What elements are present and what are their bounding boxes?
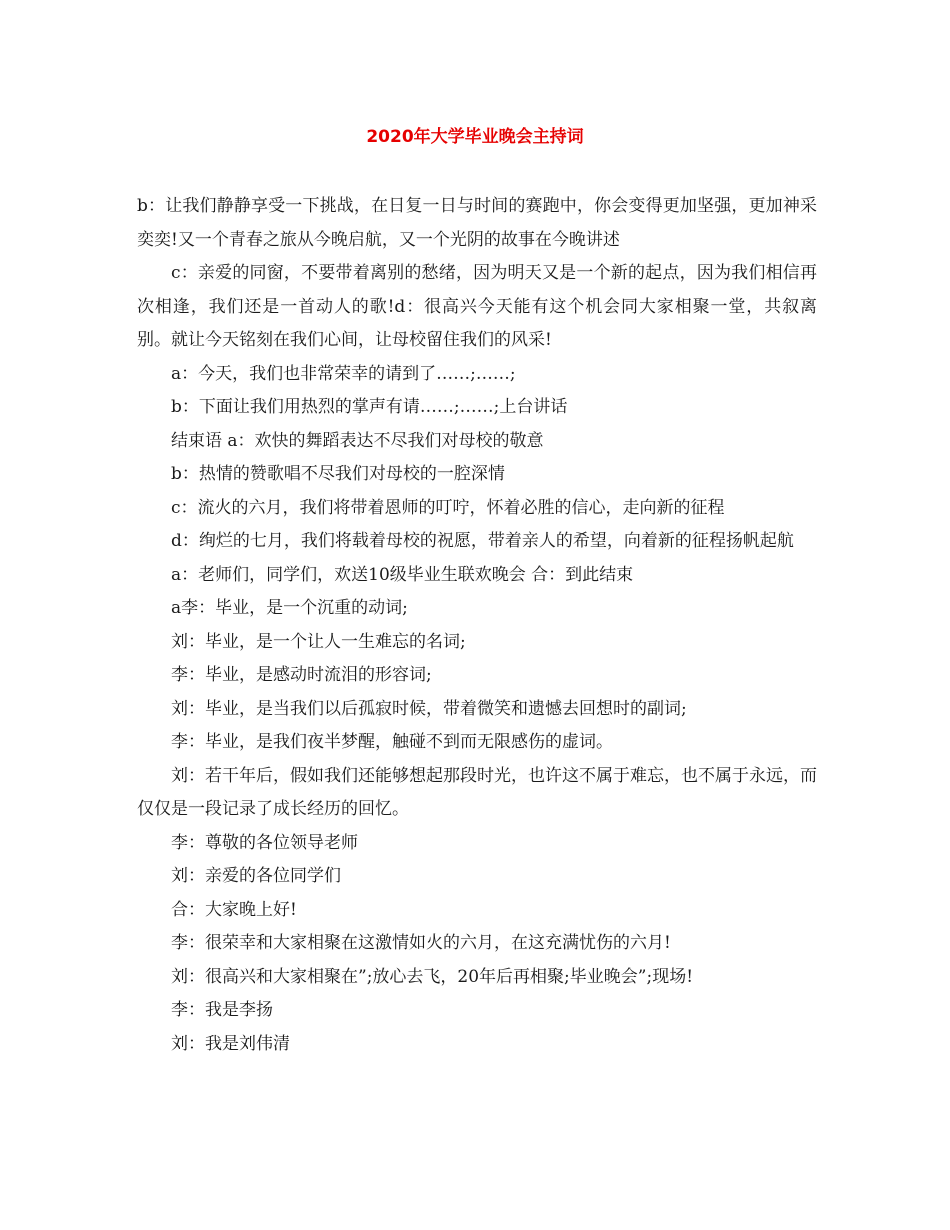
paragraph: 刘：很高兴和大家相聚在”;放心去飞，20年后再相聚;毕业晚会”;现场! <box>171 966 694 987</box>
paragraph: c：流火的六月，我们将带着恩师的叮咛，怀着必胜的信心，走向新的征程 <box>171 497 725 518</box>
paragraph: 刘：我是刘伟清 <box>171 1033 290 1054</box>
paragraph: 刘：若干年后，假如我们还能够想起那段时光，也许这不属于难忘，也不属于永远，而仅仅是一段记录了成长经历的回忆。 <box>137 765 817 819</box>
paragraph: d：绚烂的七月，我们将载着母校的祝愿，带着亲人的希望，向着新的征程扬帆起航 <box>171 531 794 551</box>
paragraph: 合：大家晚上好! <box>171 899 297 920</box>
paragraph: b：热情的赞歌唱不尽我们对母校的一腔深情 <box>171 464 505 484</box>
paragraph: a：今天，我们也非常荣幸的请到了……;……; <box>171 363 516 384</box>
paragraph: 刘：毕业，是一个让人一生难忘的名词; <box>171 631 466 652</box>
paragraph: 李：毕业，是我们夜半梦醒，触碰不到而无限感伤的虚词。 <box>171 732 613 752</box>
paragraph: a李：毕业，是一个沉重的动词; <box>171 598 408 618</box>
paragraph: 李：尊敬的各位领导老师 <box>171 832 358 853</box>
paragraph: 李：我是李扬 <box>171 1000 273 1020</box>
paragraph: 刘：毕业，是当我们以后孤寂时候，带着微笑和遗憾去回想时的副词; <box>171 698 687 719</box>
paragraph: 结束语 a：欢快的舞蹈表达不尽我们对母校的敬意 <box>171 430 544 451</box>
paragraph: 李：毕业，是感动时流泪的形容词; <box>171 665 432 685</box>
paragraph: 李：很荣幸和大家相聚在这激情如火的六月，在这充满忧伤的六月! <box>171 933 671 953</box>
page-title: 2020年大学毕业晚会主持词 <box>366 127 584 147</box>
paragraph: b：让我们静静享受一下挑战，在日复一日与时间的赛跑中，你会变得更加坚强，更加神采奕奕!又一个青春之旅从今晚启航，又一个光阴的故事在今晚讲述 <box>137 196 817 250</box>
paragraph: 刘：亲爱的各位同学们 <box>171 866 341 886</box>
paragraph: c：亲爱的同窗，不要带着离别的愁绪，因为明天又是一个新的起点，因为我们相信再次相逢，我们还是一首动人的歌!d：很高兴今天能有这个机会同大家相聚一堂，共叙离别。就让今天铭刻在我们心间，让母校留住我们的风采! <box>137 263 817 350</box>
paragraph: a：老师们，同学们，欢送10级毕业生联欢晚会 合：到此结束 <box>171 564 634 585</box>
document-body <box>137 190 817 1061</box>
paragraph: b：下面让我们用热烈的掌声有请……;……;上台讲话 <box>171 397 568 417</box>
